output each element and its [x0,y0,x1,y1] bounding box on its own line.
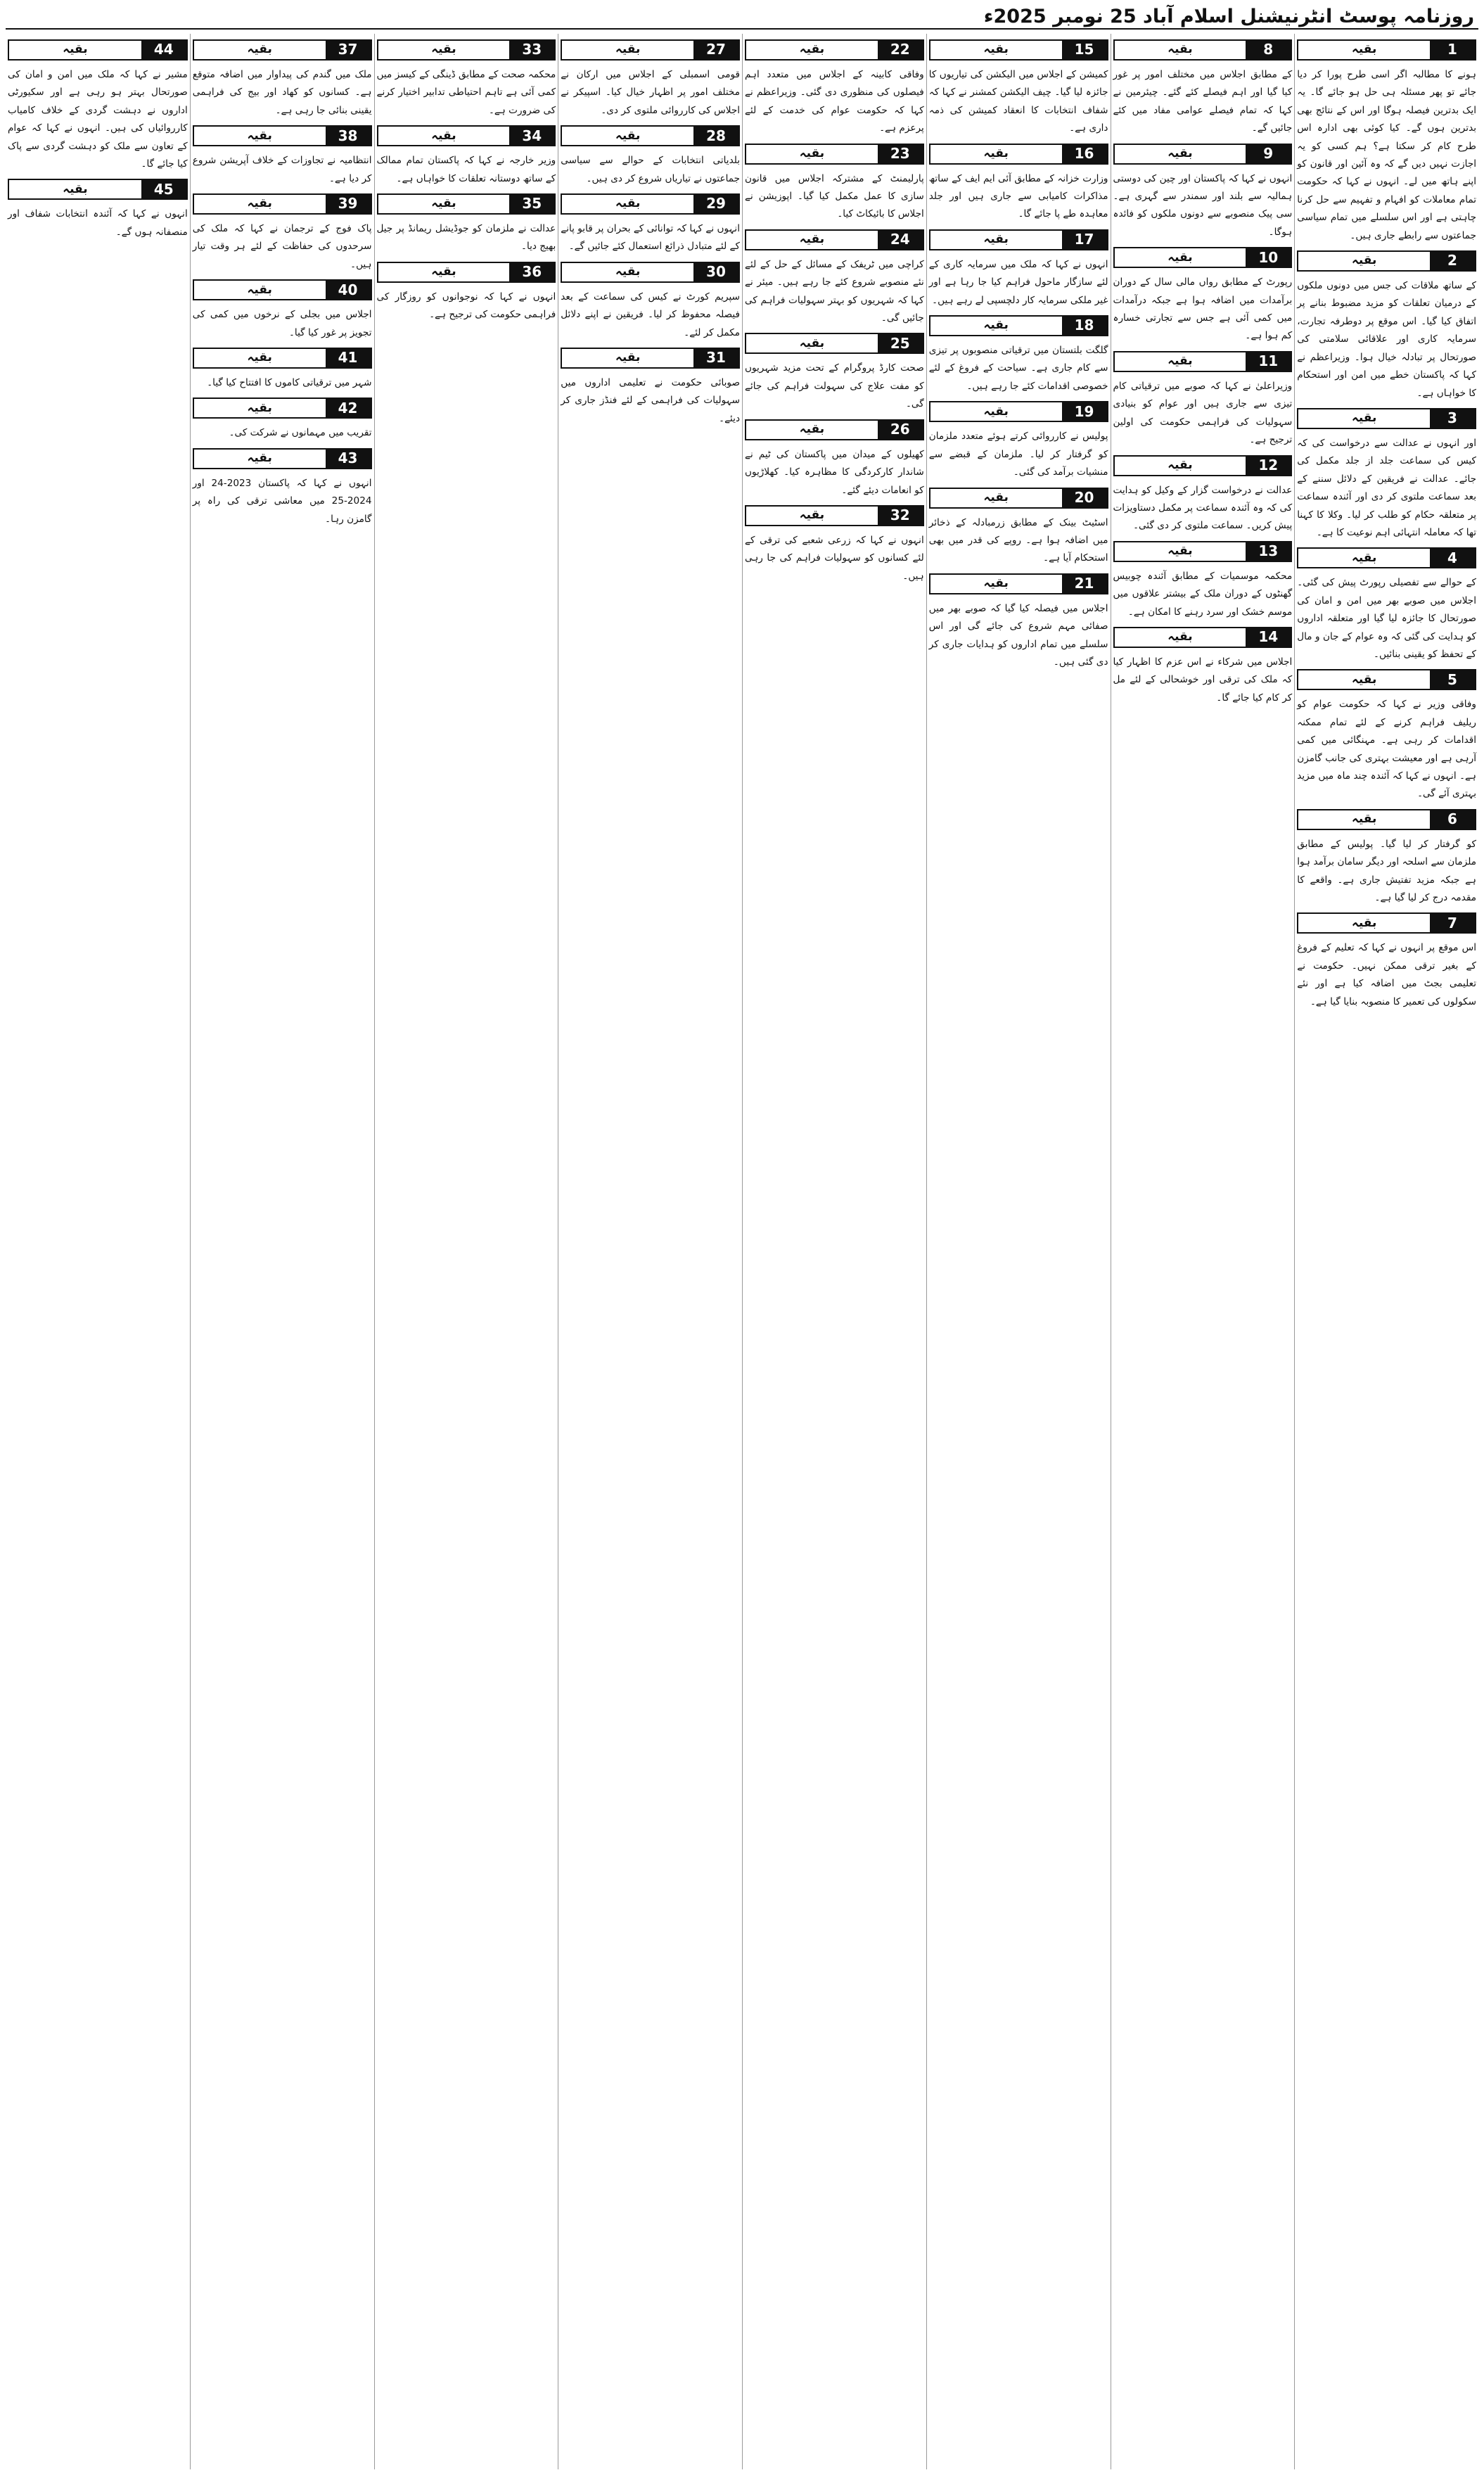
continuation-number: 43 [326,450,371,468]
continuation-number: 38 [326,127,371,145]
article-text: پاک فوج کے ترجمان نے کہا کہ ملک کی سرحدوں کی حفاظت کے لئے ہر وقت تیار ہیں۔ [192,223,372,270]
continuation-number: 16 [1062,145,1107,163]
continuation-box-header [745,419,924,440]
article-text: وزارت خزانہ کے مطابق آئی ایم ایف کے ساتھ مذاکرات کامیابی سے جاری ہیں اور جلد معاہدہ طے پا جائے گا۔ [928,172,1108,220]
continuation-box-header [377,262,556,283]
continuation-box-header [1113,144,1293,165]
article-text: کے حوالے سے تفصیلی رپورٹ پیش کی گئی۔ اجلاس میں صوبے بھر میں امن و امان کی صورتحال کا جائزہ لیا گیا اور متعلقہ اداروں کو ہدایت کی گئی کہ وہ عوام کے جان و مال کے تحفظ کو یقینی بنائیں۔ [1297,577,1476,660]
continuation-label: بقیہ [799,232,825,247]
continuation-label: بقیہ [431,265,456,279]
continuation-box-header [1297,250,1476,272]
continuation-box-header [745,39,924,61]
continuation-label: بقیہ [431,128,456,143]
continuation-number: 14 [1246,628,1291,647]
continuation-label: بقیہ [983,42,1009,57]
continuation-label: بقیہ [615,350,641,365]
article-text: کمیشن کے اجلاس میں الیکشن کی تیاریوں کا جائزہ لیا گیا۔ چیف الیکشن کمشنر نے کہا کہ شفاف انتخابات کا انعقاد کمیشن کی ذمہ داری ہے۔ [928,69,1108,134]
article-text: مشیر نے کہا کہ ملک میں امن و امان کی صورتحال بہتر ہو رہی ہے اور سکیورٹی اداروں نے دہشت گردی کے خلاف کامیاب کارروائیاں کی ہیں۔ انہوں نے کہا کہ عوام کے تعاون سے ملک کو دہشت گردی سے پاک کیا جائے گا۔ [8,69,188,170]
masthead: روزنامہ پوسٹ انٹرنیشنل اسلام آباد 25 نومبر 2025ء [983,6,1474,27]
continuation-box-header [377,125,556,146]
continuation-number: 21 [1062,575,1107,593]
article-text: ہونے کا مطالبہ اگر اسی طرح پورا کر دیا جائے تو پھر مسئلہ ہی حل ہو جائے گا۔ یہ ایک بدترین فیصلہ ہوگا اور اس کے نتائج بھی بدترین ہوں گے۔ کیا کوئی بھی ادارہ اس طرح کام کر سکتا ہے؟ ہم کسی کو یہ اجازت نہیں دیں گے کہ وہ آئین اور قانون کو اپنے ہاتھ میں لے۔ انہوں نے کہا کہ حکومت تمام معاملات کو افہام و تفہیم سے حل کرنا چاہتی ہے اور اس سلسلے میں تمام سیاسی جماعتوں سے رابطے جاری ہیں۔ [1297,69,1476,241]
continuation-box-header [8,179,188,200]
article-text: انہوں نے کہا کہ نوجوانوں کو روزگار کی فراہمی حکومت کی ترجیح ہے۔ [376,291,556,321]
continuation-label: بقیہ [983,404,1009,419]
article-text: کے ساتھ ملاقات کی جس میں دونوں ملکوں کے درمیان تعلقات کو مزید مضبوط بنانے پر اتفاق کیا گیا۔ اس موقع پر دوطرفہ تجارت، سرمایہ کاری اور علاقائی سلامتی کی صورتحال پر تبادلہ خیال ہوا۔ وزیراعظم نے کہا کہ پاکستان خطے میں امن اور استحکام کا خواہاں ہے۔ [1297,280,1476,399]
continuation-number: 24 [878,231,923,249]
continuation-number: 41 [326,349,371,367]
continuation-box-header [1113,351,1293,372]
continuation-label: بقیہ [799,42,825,57]
continuation-label: بقیہ [1168,354,1193,369]
continuation-label: بقیہ [983,232,1009,247]
continuation-label: بقیہ [983,576,1009,591]
article-text: انہوں نے کہا کہ آئندہ انتخابات شفاف اور منصفانہ ہوں گے۔ [8,208,188,238]
news-column [6,34,190,2469]
continuation-box-header [8,39,188,61]
continuation-number: 31 [693,349,738,367]
continuation-number: 11 [1246,352,1291,371]
continuation-box-header [1113,455,1293,476]
continuation-label: بقیہ [1168,250,1193,265]
continuation-number: 17 [1062,231,1107,249]
article-text: بلدیاتی انتخابات کے حوالے سے سیاسی جماعتوں نے تیاریاں شروع کر دی ہیں۔ [561,155,740,184]
article-text: وفاقی وزیر نے کہا کہ حکومت عوام کو ریلیف فراہم کرنے کے لئے تمام ممکنہ اقدامات کر رہی ہے۔ مہنگائی میں کمی آرہی ہے اور معیشت بہتری کی جانب گامزن ہے۔ انہوں نے کہا کہ آئندہ چند ماہ میں مزید بہتری آئے گی۔ [1297,699,1476,800]
continuation-box-header [1113,247,1293,268]
continuation-box-header [1297,912,1476,934]
continuation-box-header [929,39,1108,61]
continuation-number: 18 [1062,317,1107,335]
continuation-label: بقیہ [799,146,825,160]
continuation-label: بقیہ [247,350,272,365]
continuation-box-header [1297,408,1476,429]
continuation-label: بقیہ [983,146,1009,160]
continuation-box-header [1113,627,1293,648]
continuation-label: بقیہ [799,508,825,523]
continuation-number: 9 [1246,145,1291,163]
article-text: قومی اسمبلی کے اجلاس میں ارکان نے مختلف امور پر اظہار خیال کیا۔ اسپیکر نے اجلاس کی کارروائی ملتوی کر دی۔ [561,69,740,116]
continuation-label: بقیہ [247,128,272,143]
continuation-label: بقیہ [431,42,456,57]
article-text: انہوں نے کہا کہ پاکستان 2023-24 اور 2024-25 میں معاشی ترقی کی راہ پر گامزن رہا۔ [192,477,372,525]
news-column [190,34,374,2469]
continuation-box-header [193,39,372,61]
article-text: پارلیمنٹ کے مشترکہ اجلاس میں قانون سازی کا عمل مکمل کیا گیا۔ اپوزیشن نے اجلاس کا بائیکاٹ کیا۔ [745,172,924,220]
continuation-box-header [745,333,924,354]
continuation-number: 26 [878,421,923,439]
news-column [1111,34,1295,2469]
continuation-number: 10 [1246,248,1291,267]
continuation-box-header [929,488,1108,509]
article-text: عدالت نے درخواست گزار کے وکیل کو ہدایت کی کہ وہ آئندہ سماعت پر مکمل دستاویزات پیش کریں۔ سماعت ملتوی کر دی گئی۔ [1113,484,1293,532]
continuation-label: بقیہ [983,318,1009,333]
continuation-number: 5 [1430,670,1475,689]
continuation-number: 30 [693,263,738,281]
continuation-number: 3 [1430,409,1475,428]
continuation-number: 42 [326,399,371,417]
continuation-number: 33 [509,41,554,59]
continuation-label: بقیہ [1168,630,1193,644]
article-text: انہوں نے کہا کہ پاکستان اور چین کی دوستی ہمالیہ سے بلند اور سمندر سے گہری ہے۔ سی پیک منصوبے سے دونوں ملکوں کو فائدہ ہوگا۔ [1113,172,1293,238]
newspaper-page [6,34,1478,2469]
article-text: عدالت نے ملزمان کو جوڈیشل ریمانڈ پر جیل بھیج دیا۔ [376,223,556,253]
continuation-box-header [745,505,924,526]
continuation-number: 45 [141,180,186,198]
continuation-label: بقیہ [615,196,641,211]
article-text: شہر میں ترقیاتی کاموں کا افتتاح کیا گیا۔ [207,377,372,389]
continuation-box-header [929,144,1108,165]
continuation-number: 1 [1430,41,1475,59]
article-text: اسٹیٹ بینک کے مطابق زرمبادلہ کے ذخائر میں اضافہ ہوا ہے۔ روپے کی قدر میں بھی استحکام آیا ہے۔ [928,516,1108,564]
continuation-number: 36 [509,263,554,281]
continuation-number: 34 [509,127,554,145]
continuation-label: بقیہ [1351,253,1377,268]
continuation-number: 32 [878,507,923,525]
continuation-number: 28 [693,127,738,145]
continuation-label: بقیہ [63,42,88,57]
article-text: سپریم کورٹ نے کیس کی سماعت کے بعد فیصلہ محفوظ کر لیا۔ فریقین نے اپنے دلائل مکمل کر لئے۔ [561,291,740,338]
article-text: صوبائی حکومت نے تعلیمی اداروں میں سہولیات کی فراہمی کے لئے فنڈز جاری کر دیئے۔ [561,377,740,424]
continuation-number: 27 [693,41,738,59]
continuation-label: بقیہ [1168,457,1193,472]
continuation-label: بقیہ [1351,812,1377,827]
continuation-label: بقیہ [1351,550,1377,565]
continuation-box-header [193,448,372,469]
continuation-box-header [561,262,740,283]
continuation-box-header [929,229,1108,250]
continuation-box-header [561,348,740,369]
article-text: انہوں نے کہا کہ زرعی شعبے کی ترقی کے لئے کسانوں کو سہولیات فراہم کی جا رہی ہیں۔ [745,534,924,582]
article-text: انتظامیہ نے تجاوزات کے خلاف آپریشن شروع کر دیا ہے۔ [192,155,372,184]
continuation-box-header [1113,541,1293,562]
article-text: انہوں نے کہا کہ توانائی کے بحران پر قابو پانے کے لئے متبادل ذرائع استعمال کئے جائیں گے۔ [561,223,740,253]
continuation-label: بقیہ [615,128,641,143]
article-text: محکمہ صحت کے مطابق ڈینگی کے کیسز میں کمی آئی ہے تاہم احتیاطی تدابیر اختیار کرنے کی ضرورت ہے۔ [376,69,556,116]
article-text: اس موقع پر انہوں نے کہا کہ تعلیم کے فروغ کے بغیر ترقی ممکن نہیں۔ حکومت نے تعلیمی بجٹ میں اضافہ کیا ہے اور نئے سکولوں کی تعمیر کا منصوبہ بنایا گیا ہے۔ [1297,942,1476,1007]
article-text: کراچی میں ٹریفک کے مسائل کے حل کے لئے نئے منصوبے شروع کئے جا رہے ہیں۔ میئر نے کہا کہ شہریوں کو بہتر سہولیات فراہم کی جائیں گی۔ [745,258,924,324]
continuation-number: 20 [1062,489,1107,507]
continuation-box-header [377,39,556,61]
continuation-box-header [561,125,740,146]
continuation-label: بقیہ [1351,42,1377,57]
continuation-number: 23 [878,145,923,163]
continuation-label: بقیہ [1168,146,1193,160]
news-column [926,34,1111,2469]
article-text: اجلاس میں بجلی کے نرخوں میں کمی کی تجویز پر غور کیا گیا۔ [192,309,372,338]
continuation-box-header [193,397,372,419]
continuation-number: 6 [1430,810,1475,829]
article-text: صحت کارڈ پروگرام کے تحت مزید شہریوں کو مفت علاج کی سہولت فراہم کی جائے گی۔ [745,362,924,410]
continuation-box-header [193,193,372,215]
continuation-box-header [1113,39,1293,61]
continuation-number: 15 [1062,41,1107,59]
continuation-number: 7 [1430,914,1475,932]
continuation-number: 13 [1246,542,1291,561]
continuation-label: بقیہ [63,182,88,196]
article-text: انہوں نے کہا کہ ملک میں سرمایہ کاری کے لئے سازگار ماحول فراہم کیا جا رہا ہے اور غیر ملکی سرمایہ کار دلچسپی لے رہے ہیں۔ [928,258,1108,306]
continuation-number: 8 [1246,41,1291,59]
article-text: کو گرفتار کر لیا گیا۔ پولیس کے مطابق ملزمان سے اسلحہ اور دیگر سامان برآمد ہوا ہے جبکہ مزید تفتیش جاری ہے۔ واقعے کا مقدمہ درج کر لیا گیا ہے۔ [1297,838,1476,904]
article-text: کھیلوں کے میدان میں پاکستان کی ٹیم نے شاندار کارکردگی کا مظاہرہ کیا۔ کھلاڑیوں کو انعامات دیئے گئے۔ [745,448,924,496]
article-text: اور انہوں نے عدالت سے درخواست کی کہ کیس کی سماعت جلد از جلد مکمل کی جائے۔ عدالت نے فریقین کے دلائل سننے کے بعد سماعت ملتوی کر دی اور آئندہ سماعت پر متعلقہ حکام کو طلب کر لیا۔ وکلا کا کہنا تھا کہ معاملہ انتہائی اہم نوعیت کا ہے۔ [1297,437,1476,538]
continuation-label: بقیہ [1168,42,1193,57]
continuation-box-header [1297,547,1476,568]
article-text: پولیس نے کارروائی کرتے ہوئے متعدد ملزمان کو گرفتار کر لیا۔ ملزمان کے قبضے سے منشیات برآمد کی گئی۔ [928,431,1108,478]
continuation-number: 44 [141,41,186,59]
continuation-box-header [1297,809,1476,830]
continuation-box-header [193,279,372,300]
page-header [6,4,1478,30]
continuation-box-header [929,315,1108,336]
article-text: وفاقی کابینہ کے اجلاس میں متعدد اہم فیصلوں کی منظوری دی گئی۔ وزیراعظم نے کہا کہ حکومت عوام کی خدمت کے لئے پرعزم ہے۔ [745,69,924,134]
continuation-box-header [745,144,924,165]
continuation-label: بقیہ [799,336,825,350]
continuation-label: بقیہ [1351,672,1377,687]
continuation-box-header [377,193,556,215]
continuation-box-header [561,39,740,61]
continuation-number: 39 [326,195,371,213]
continuation-number: 12 [1246,457,1291,475]
continuation-label: بقیہ [431,196,456,211]
continuation-label: بقیہ [799,421,825,436]
continuation-label: بقیہ [247,282,272,297]
news-column [374,34,558,2469]
continuation-label: بقیہ [247,400,272,415]
continuation-label: بقیہ [1351,411,1377,426]
continuation-box-header [929,573,1108,594]
continuation-number: 40 [326,281,371,299]
continuation-label: بقیہ [983,490,1009,504]
continuation-number: 25 [878,334,923,352]
article-text: محکمہ موسمیات کے مطابق آئندہ چوبیس گھنٹوں کے دوران ملک کے بیشتر علاقوں میں موسم خشک اور سرد رہنے کا امکان ہے۔ [1113,570,1293,618]
news-column [1294,34,1478,2469]
continuation-label: بقیہ [1351,915,1377,930]
article-text: اجلاس میں فیصلہ کیا گیا کہ صوبے بھر میں صفائی مہم شروع کی جائے گی اور اس سلسلے میں تمام اداروں کو ہدایات جاری کر دی گئی ہیں۔ [928,602,1108,668]
continuation-box-header [193,125,372,146]
continuation-number: 37 [326,41,371,59]
continuation-number: 2 [1430,252,1475,270]
article-text: رپورٹ کے مطابق رواں مالی سال کے دوران برآمدات میں اضافہ ہوا ہے جبکہ درآمدات میں کمی آئی ہے جس سے تجارتی خسارہ کم ہوا ہے۔ [1113,276,1293,342]
continuation-label: بقیہ [247,42,272,57]
continuation-label: بقیہ [1168,544,1193,559]
article-text: تقریب میں مہمانوں نے شرکت کی۔ [229,427,372,439]
continuation-label: بقیہ [615,265,641,279]
article-text: اجلاس میں شرکاء نے اس عزم کا اظہار کیا کہ ملک کی ترقی اور خوشحالی کے لئے مل کر کام کیا جائے گا۔ [1113,656,1293,704]
continuation-box-header [1297,669,1476,690]
continuation-box-header [745,229,924,250]
continuation-number: 19 [1062,402,1107,421]
article-text: وزیراعلیٰ نے کہا کہ صوبے میں ترقیاتی کام تیزی سے جاری ہیں اور عوام کو بنیادی سہولیات کی فراہمی حکومت کی اولین ترجیح ہے۔ [1113,380,1293,446]
continuation-number: 22 [878,41,923,59]
continuation-box-header [193,348,372,369]
continuation-box-header [1297,39,1476,61]
article-text: گلگت بلتستان میں ترقیاتی منصوبوں پر تیزی سے کام جاری ہے۔ سیاحت کے فروغ کے لئے خصوصی اقدامات کئے جا رہے ہیں۔ [928,345,1108,392]
continuation-number: 29 [693,195,738,213]
news-column [742,34,926,2469]
continuation-number: 35 [509,195,554,213]
continuation-label: بقیہ [615,42,641,57]
article-text: ملک میں گندم کی پیداوار میں اضافہ متوقع ہے۔ کسانوں کو کھاد اور بیج کی فراہمی یقینی بنائی جا رہی ہے۔ [192,69,372,116]
article-text: وزیر خارجہ نے کہا کہ پاکستان تمام ممالک کے ساتھ دوستانہ تعلقات کا خواہاں ہے۔ [376,155,556,184]
article-text: کے مطابق اجلاس میں مختلف امور پر غور کیا گیا اور اہم فیصلے کئے گئے۔ چیئرمین نے کہا کہ تمام فیصلے عوامی مفاد میں کئے جائیں گے۔ [1113,69,1293,134]
continuation-number: 4 [1430,549,1475,567]
news-column [558,34,742,2469]
continuation-box-header [561,193,740,215]
continuation-label: بقیہ [247,196,272,211]
continuation-box-header [929,401,1108,422]
continuation-label: بقیہ [247,451,272,466]
